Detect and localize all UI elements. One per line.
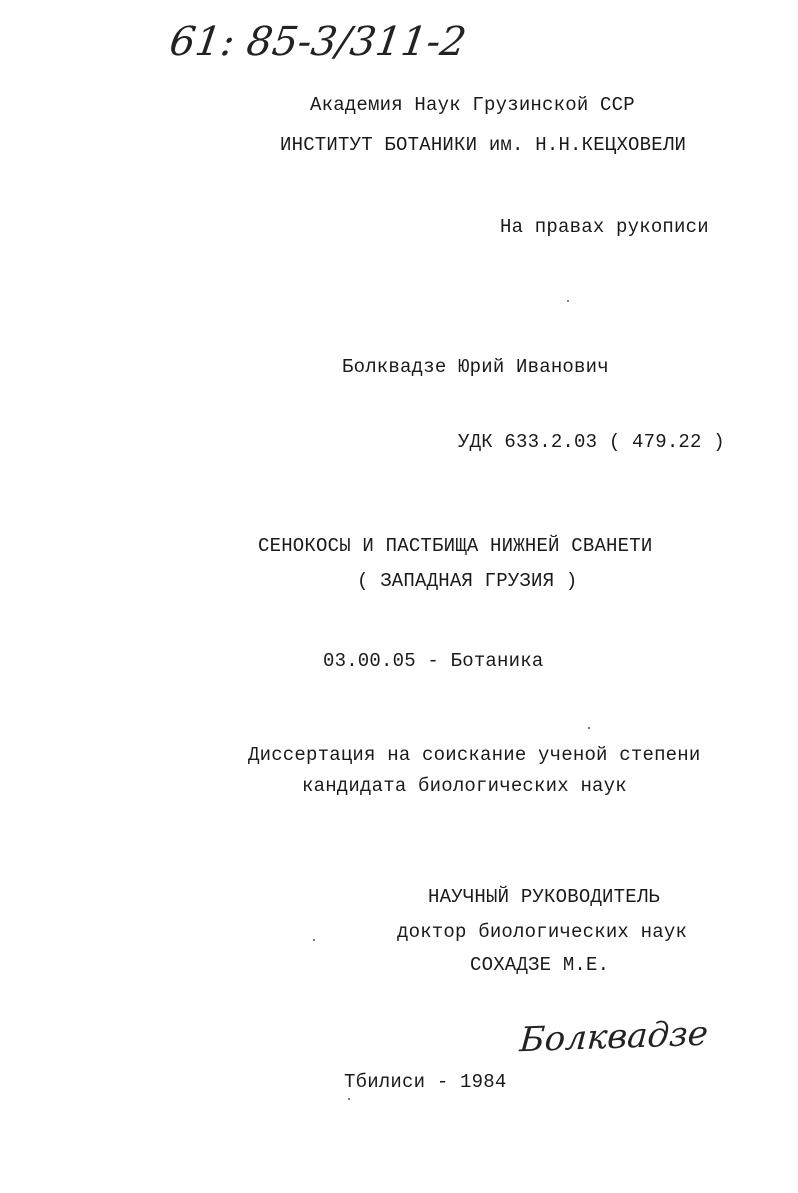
place-and-year: Тбилиси - 1984 xyxy=(344,1071,507,1093)
archive-mark: 61: 85-3/311-2 xyxy=(166,19,469,65)
author-signature: Болквадзе xyxy=(518,1013,710,1061)
paper-speck xyxy=(567,300,569,302)
paper-speck xyxy=(588,727,590,729)
rights-note: На правах рукописи xyxy=(500,216,709,238)
specialty: 03.00.05 - Ботаника xyxy=(323,650,544,672)
supervisor-heading: НАУЧНЫЙ РУКОВОДИТЕЛЬ xyxy=(428,886,661,908)
udc-code: УДК 633.2.03 ( 479.22 ) xyxy=(458,431,725,453)
paper-speck xyxy=(348,1098,350,1100)
paper-speck xyxy=(313,939,315,941)
title-line-1: СЕНОКОСЫ И ПАСТБИЩА НИЖНЕЙ СВАНЕТИ xyxy=(258,535,653,557)
supervisor-name: СОХАДЗЕ М.Е. xyxy=(470,954,610,976)
academy-name: Академия Наук Грузинской ССР xyxy=(310,94,635,116)
title-line-2: ( ЗАПАДНАЯ ГРУЗИЯ ) xyxy=(357,570,578,592)
institute-name: ИНСТИТУТ БОТАНИКИ им. Н.Н.КЕЦХОВЕЛИ xyxy=(280,134,687,156)
dissertation-line-2: кандидата биологических наук xyxy=(302,775,627,797)
supervisor-degree: доктор биологических наук xyxy=(397,921,688,943)
dissertation-line-1: Диссертация на соискание ученой степени xyxy=(248,744,701,766)
author-name: Болквадзе Юрий Иванович xyxy=(342,356,609,378)
